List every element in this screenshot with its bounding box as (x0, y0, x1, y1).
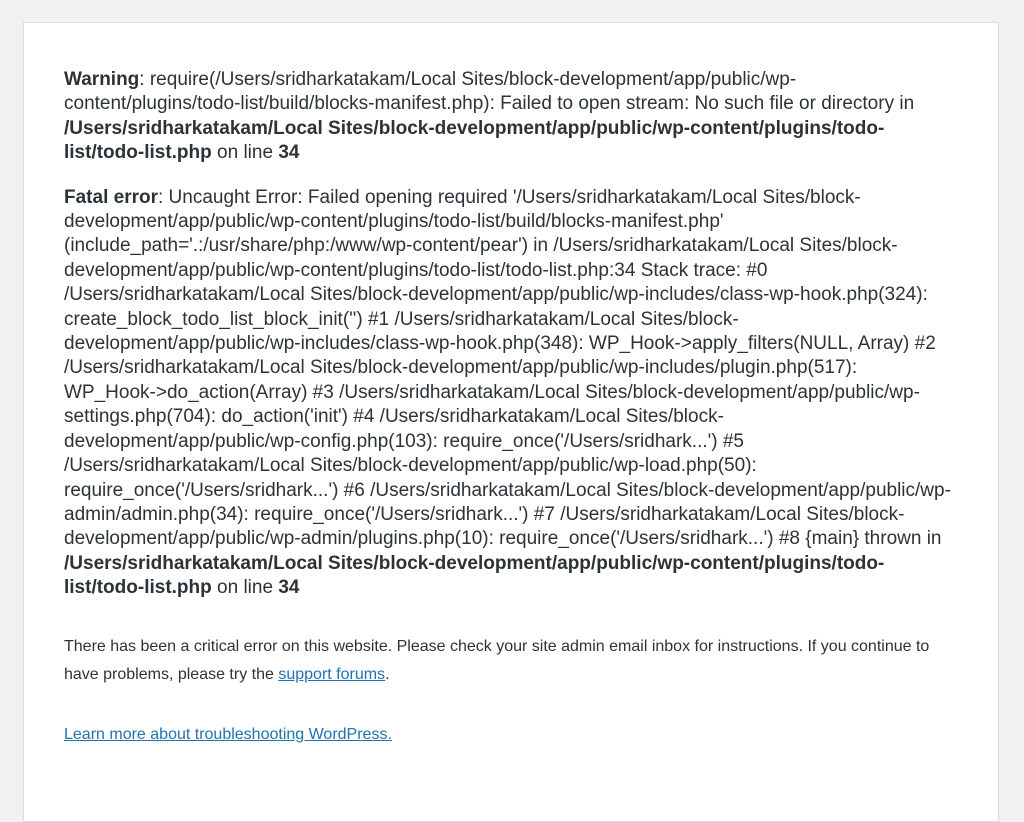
warning-line-number: 34 (278, 142, 300, 164)
php-fatal-error (64, 186, 954, 601)
warning-message: : require(/Users/sridharkatakam/Local Sites/block-development/app/public/wp-content/plugins/todo-list/build/blocks-manifest.php): Failed to open stream: No such file or directory in (64, 69, 915, 115)
troubleshooting-link[interactable]: Learn more about troubleshooting WordPress. (64, 725, 392, 743)
learn-more-paragraph (64, 721, 954, 749)
warning-on-line-text: on line (211, 142, 279, 164)
fatal-on-line-text: on line (211, 577, 279, 599)
error-card (23, 22, 999, 822)
warning-file: /Users/sridharkatakam/Local Sites/block-development/app/public/wp-content/plugins/todo-list/todo-list.php (64, 117, 885, 164)
support-forums-link[interactable]: support forums (278, 665, 386, 683)
notice-text: There has been a critical error on this website. Please check your site admin email inbox for instructions. If you continue to have problems, please try the (64, 637, 930, 683)
php-warning (64, 68, 954, 166)
warning-label: Warning (64, 69, 140, 90)
critical-error-notice (64, 633, 954, 689)
fatal-line-number: 34 (278, 577, 300, 599)
error-content (64, 68, 954, 749)
fatal-label: Fatal error (64, 186, 158, 208)
fatal-file: /Users/sridharkatakam/Local Sites/block-development/app/public/wp-content/plugins/todo-list/todo-list.php (64, 552, 885, 599)
notice-suffix: . (385, 665, 390, 683)
fatal-message: : Uncaught Error: Failed opening required '/Users/sridharkatakam/Local Sites/block-development/app/public/wp-content/plugins/todo-list/build/blocks-manifest.php' (include_path='.:/usr/share/php:/www/wp-content/pear') in /Users/sridharkatakam/Local Sites/block-development/app/public/wp-content/plugins/todo-list/todo-list.php:34 Stack trace: #0 /Users/sridharkatakam/Local Sites/block-development/app/public/wp-includes/class-wp-hook.php(324): create_block_todo_list_block_init('') #1 /Users/sridharkatakam/Local Sites/block-development/app/public/wp-includes/class-wp-hook.php(348): WP_Hook->apply_filters(NULL, Array) #2 /Users/sridharkatakam/Local Sites/block-development/app/public/wp-includes/plugin.php(517): WP_Hook->do_action(Array) #3 /Users/sridharkatakam/Local Sites/block-development/app/public/wp-settings.php(704): do_action('init') #4 /Users/sridharkatakam/Local Sites/block-development/app/public/wp-config.php(103): require_once('/Users/sridhark...') #5 /Users/sridharkatakam/Local Sites/block-development/app/public/wp-load.php(50): require_once('/Users/sridhark...') #6 /Users/sridharkatakam/Local Sites/block-development/app/public/wp-admin/admin.php(34): require_once('/Users/sridhark...') #7 /Users/sridharkatakam/Local Sites/block-development/app/public/wp-admin/plugins.php(10): require_once('/Users/sridhark...') #8 {main} thrown in (64, 186, 951, 550)
